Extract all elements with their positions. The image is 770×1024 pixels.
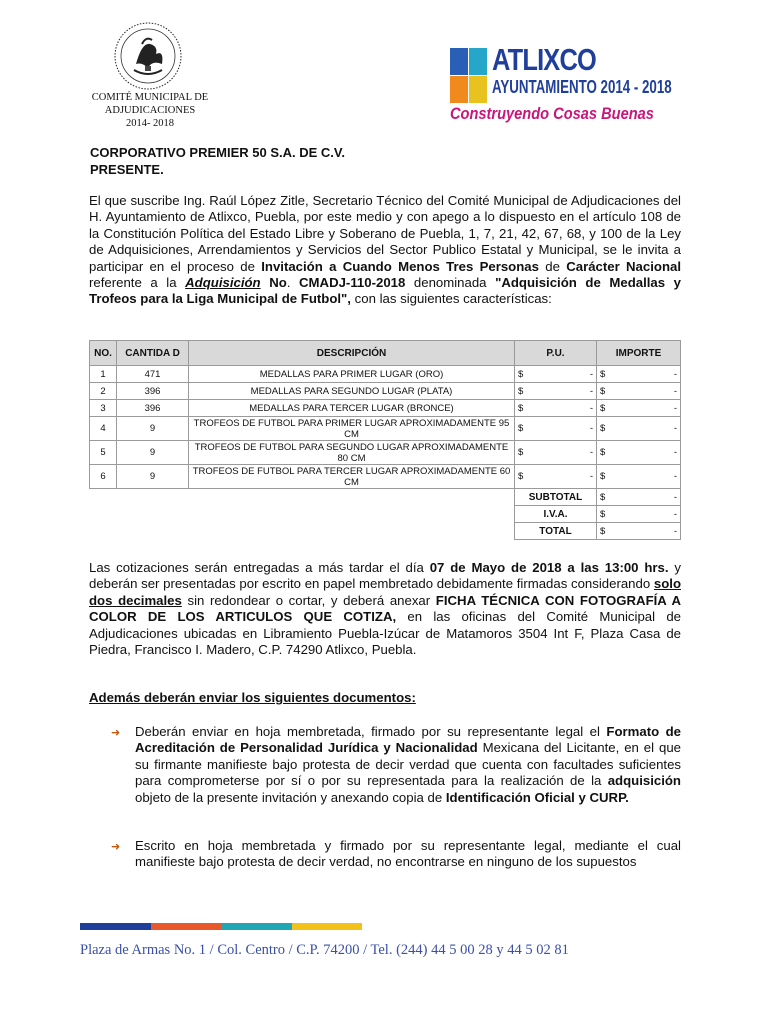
atlixco-logo [450,42,672,130]
committee-heading [80,91,220,130]
amount-value: - [673,525,677,537]
footer-bar-segment [80,923,151,930]
cell-descripcion: TROFEOS DE FUTBOL PARA PRIMER LUGAR APROXIMADAMENTE 95 CM [189,417,515,441]
currency-symbol: $ [600,447,606,458]
arrow-bullet-icon: ➜ [111,841,121,853]
cell-importe [597,465,681,489]
cell-pu [515,366,597,383]
cell-pu [515,383,597,400]
summary-row [90,506,681,523]
cell-no: 1 [90,366,117,383]
summary-value [597,489,681,506]
summary-label: I.V.A. [515,506,597,523]
currency-symbol: $ [600,525,606,537]
currency-symbol: $ [518,368,524,380]
table-header-row [90,341,681,366]
currency-symbol: $ [600,402,606,414]
summary-label: SUBTOTAL [515,489,597,506]
footer-bar-segment [151,923,222,930]
footer-address: Plaza de Armas No. 1 / Col. Centro / C.P. 74200 / Tel. (244) 44 5 00 28 y 44 5 02 81 [80,942,569,958]
header-cantidad: CANTIDA D [117,341,189,366]
summary-blank [90,506,515,523]
cell-descripcion: MEDALLAS PARA SEGUNDO LUGAR (PLATA) [189,383,515,400]
currency-symbol: $ [518,385,524,397]
list-item-text: Escrito en hoja membretada y firmado por su representante legal, mediante el cual manifieste bajo protesta de decir verdad, no encontrarse en ninguno de los supuestos [135,838,681,870]
amount-value: - [673,508,677,520]
summary-row [90,489,681,506]
summary-blank [90,489,515,506]
cell-descripcion: MEDALLAS PARA PRIMER LUGAR (ORO) [189,366,515,383]
addressee-presente: PRESENTE. [90,161,164,177]
list-item-text: Deberán enviar en hoja membretada, firmado por su representante legal el Formato de Acreditación de Personalidad Jurídica y Nacionalidad Mexicana del Licitante, en el que su firmante manifieste bajo protesta de decir verdad que cuenta con facultades suficientes para comprometerse por sí o por su representada para la realización de la adquisición objeto de la presente invitación y anexando copia de Identificación Oficial y CURP. [135,724,681,805]
cell-cantidad: 396 [117,400,189,417]
addressee [90,145,345,178]
cell-importe [597,366,681,383]
summary-value [597,506,681,523]
amount-value: - [673,471,677,482]
amount-value: - [673,385,677,397]
quotation-paragraph: Las cotizaciones serán entregadas a más tardar el día 07 de Mayo de 2018 a las 13:00 hrs. y deberán ser presentadas por escrito en papel membretado debidamente firmadas considerando solo dos decimales sin redondear o cortar, y deberá anexar FICHA TÉCNICA CON FOTOGRAFÍA A COLOR DE LOS ARTICULOS QUE COTIZA, en las oficinas del Comité Municipal de Adjudicaciones ubicadas en Libramiento Puebla-Izúcar de Matamoros 3504 Int F, Plaza Casa de Piedra, Francisco I. Madero, C.P. 74290 Atlixco, Puebla. [89,560,682,658]
cell-cantidad: 9 [117,465,189,489]
footer-color-bar [80,923,362,930]
committee-line: COMITÉ MUNICIPAL DE [91,92,209,103]
amount-value: - [589,368,593,380]
table-row [90,417,681,441]
cell-cantidad: 471 [117,366,189,383]
cell-no: 6 [90,465,117,489]
amount-value: - [589,447,593,458]
cell-pu [515,400,597,417]
summary-value [597,523,681,540]
cell-no: 3 [90,400,117,417]
cell-descripcion: MEDALLAS PARA TERCER LUGAR (BRONCE) [189,400,515,417]
table-row [90,383,681,400]
cell-importe [597,441,681,465]
amount-value: - [673,447,677,458]
amount-value: - [673,491,677,503]
cell-cantidad: 396 [117,383,189,400]
amount-value: - [673,402,677,414]
cell-importe [597,400,681,417]
cell-cantidad: 9 [117,441,189,465]
items-table [89,340,681,540]
cell-no: 5 [90,441,117,465]
currency-symbol: $ [600,368,606,380]
documents-heading: Además deberán enviar los siguientes documentos: [89,690,416,705]
cell-importe [597,417,681,441]
amount-value: - [673,423,677,434]
currency-symbol: $ [600,491,606,503]
logo-name: ATLIXCO [492,42,596,77]
cell-importe [597,383,681,400]
table-row [90,465,681,489]
cell-cantidad: 9 [117,417,189,441]
table-row [90,366,681,383]
coat-of-arms-seal [112,20,184,92]
amount-value: - [589,423,593,434]
cell-descripcion: TROFEOS DE FUTBOL PARA TERCER LUGAR APROXIMADAMENTE 60 CM [189,465,515,489]
footer-bar-segment [292,923,363,930]
arrow-bullet-icon: ➜ [111,727,121,739]
summary-label: TOTAL [515,523,597,540]
amount-value: - [589,402,593,414]
amount-value: - [589,385,593,397]
table-row [90,400,681,417]
logo-slogan: Construyendo Cosas Buenas [450,104,654,123]
committee-line: 2014- 2018 [125,118,175,129]
table-row [90,441,681,465]
cell-no: 4 [90,417,117,441]
currency-symbol: $ [600,508,606,520]
currency-symbol: $ [600,471,606,482]
amount-value: - [673,368,677,380]
logo-tiles-icon [450,48,488,104]
committee-line: ADJUDICACIONES [104,105,196,116]
eagle-seal-icon [112,20,184,92]
cell-pu [515,441,597,465]
footer-bar-segment [221,923,292,930]
cell-pu [515,465,597,489]
currency-symbol: $ [518,402,524,414]
logo-subtitle: AYUNTAMIENTO 2014 - 2018 [492,77,672,97]
header-importe: IMPORTE [597,341,681,366]
currency-symbol: $ [518,471,524,482]
currency-symbol: $ [600,423,606,434]
cell-no: 2 [90,383,117,400]
cell-descripcion: TROFEOS DE FUTBOL PARA SEGUNDO LUGAR APROXIMADAMENTE 80 CM [189,441,515,465]
currency-symbol: $ [600,385,606,397]
header-descripcion: DESCRIPCIÓN [189,341,515,366]
list-item [111,724,681,806]
currency-symbol: $ [518,423,524,434]
list-item [111,838,681,871]
header-pu: P.U. [515,341,597,366]
intro-paragraph: El que suscribe Ing. Raúl López Zitle, Secretario Técnico del Comité Municipal de Adjudicaciones del H. Ayuntamiento de Atlixco, Puebla, por este medio y con apego a lo dispuesto en el artículo 108 de la Constitución Política del Estado Libre y Soberano de Puebla, 1, 7, 21, 42, 67, 68, y 100 de la Ley de Adquisiciones, Arrendamientos y Servicios del Sector Publico Estatal y Municipal, se le invita a participar en el proceso de Invitación a Cuando Menos Tres Personas de Carácter Nacional referente a la Adquisición No. CMADJ-110-2018 denominada "Adquisición de Medallas y Trofeos para la Liga Municipal de Futbol", con las siguientes características: [89,193,681,307]
amount-value: - [589,471,593,482]
header-no: NO. [90,341,117,366]
cell-pu [515,417,597,441]
summary-blank [90,523,515,540]
addressee-company: CORPORATIVO PREMIER 50 S.A. DE C.V. [90,145,345,160]
summary-row [90,523,681,540]
currency-symbol: $ [518,447,524,458]
